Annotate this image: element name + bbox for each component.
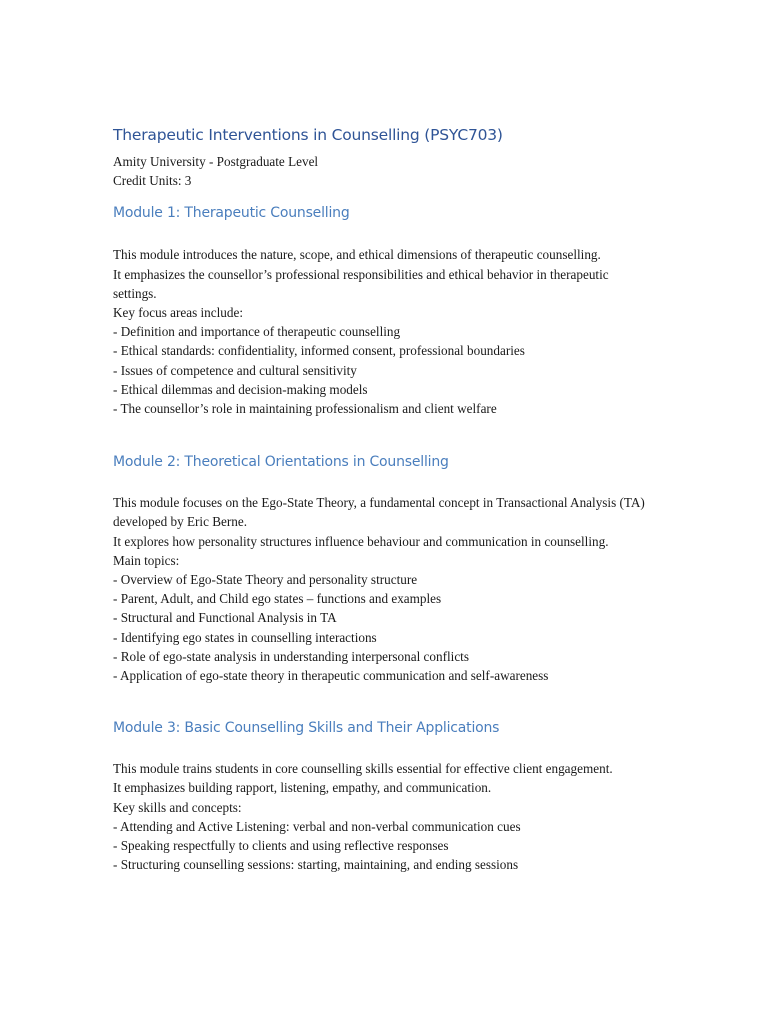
module-2-heading: Module 2: Theoretical Orientations in Counselling xyxy=(113,454,449,471)
module-1-heading: Module 1: Therapeutic Counselling xyxy=(113,205,350,222)
module-1-section xyxy=(113,203,653,418)
module-1-intro: This module introduces the nature, scope, and ethical dimensions of therapeutic counselling. xyxy=(113,247,601,263)
module-2-intro: This module focuses on the Ego-State Theory, a fundamental concept in Transactional Analysis (TA) developed by Eric Berne. xyxy=(113,495,645,530)
module-3-section xyxy=(113,718,653,874)
module-2-list-item: - Application of ego-state theory in therapeutic communication and self-awareness xyxy=(113,668,549,684)
module-2-list-item: - Structural and Functional Analysis in TA xyxy=(113,610,337,626)
institution-line: Amity University - Postgraduate Level xyxy=(113,154,319,169)
module-2-body xyxy=(113,493,653,685)
module-1-list-item: - Ethical dilemmas and decision-making models xyxy=(113,381,368,397)
credit-units-line: Credit Units: 3 xyxy=(113,173,192,189)
document-content xyxy=(113,124,653,874)
document-title: Therapeutic Interventions in Counselling (PSYC703) xyxy=(113,126,503,144)
module-2-list-item: - Parent, Adult, and Child ego states – functions and examples xyxy=(113,591,442,607)
module-3-list-item: - Speaking respectfully to clients and using reflective responses xyxy=(113,838,449,854)
module-2-list-item: - Overview of Ego-State Theory and personality structure xyxy=(113,572,418,588)
module-1-list-item: - Issues of competence and cultural sensitivity xyxy=(113,362,357,378)
module-2-list-item: - Role of ego-state analysis in understanding interpersonal conflicts xyxy=(113,648,469,664)
module-3-heading: Module 3: Basic Counselling Skills and Their Applications xyxy=(113,720,500,737)
module-3-list-item: - Structuring counselling sessions: starting, maintaining, and ending sessions xyxy=(113,857,519,873)
module-3-body xyxy=(113,759,653,874)
module-1-body xyxy=(113,245,653,418)
module-1-list-item: - The counsellor’s role in maintaining professionalism and client welfare xyxy=(113,401,497,417)
module-2-list-lead: Main topics: xyxy=(113,552,180,568)
module-2-section xyxy=(113,452,653,685)
module-3-emphasis: It emphasizes building rapport, listening, empathy, and communication. xyxy=(113,780,492,796)
module-3-list-lead: Key skills and concepts: xyxy=(113,799,242,815)
module-3-list-item: - Attending and Active Listening: verbal and non-verbal communication cues xyxy=(113,818,521,834)
module-2-list-item: - Identifying ego states in counselling interactions xyxy=(113,629,377,645)
module-1-emphasis: It emphasizes the counsellor’s professional responsibilities and ethical behavior in therapeutic settings. xyxy=(113,266,609,301)
module-2-emphasis: It explores how personality structures influence behaviour and communication in counselling. xyxy=(113,533,609,549)
module-3-intro: This module trains students in core counselling skills essential for effective client engagement. xyxy=(113,761,613,777)
module-1-list-item: - Definition and importance of therapeutic counselling xyxy=(113,324,401,340)
module-1-list-lead: Key focus areas include: xyxy=(113,305,243,321)
module-1-list-item: - Ethical standards: confidentiality, informed consent, professional boundaries xyxy=(113,343,525,359)
